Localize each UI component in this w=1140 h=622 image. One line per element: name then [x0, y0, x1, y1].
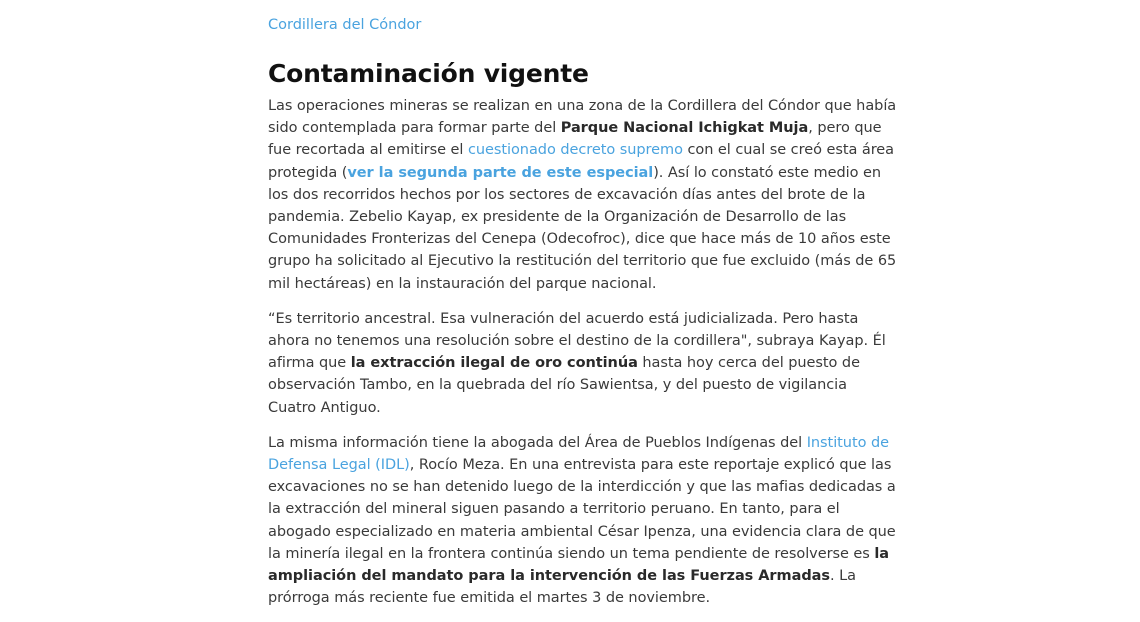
decreto-supremo-link[interactable]: cuestionado decreto supremo — [467, 142, 683, 159]
segunda-parte-link[interactable]: ver la segunda parte de este especial — [347, 164, 654, 181]
paragraph-3 — [268, 432, 898, 610]
p1-text-1: Las operaciones mineras se realizan en una zona de la Cordillera del Cóndor que había sido contemplada para formar parte del — [268, 98, 897, 137]
p3-text-3: . La prórroga más reciente fue emitida el martes 3 de noviembre. — [268, 568, 856, 607]
p3-text-2: , Rocío Meza. En una entrevista para este reportaje explicó que las excavaciones no se han detenido luego de la interdicción y que las mafias dedicadas a la extracción del mineral siguen pasando a territorio peruano. En tanto, para el abogado especializado en materia ambiental César Ipenza, una evidencia clara de que la minería ilegal en la frontera continúa siendo un tema pendiente de resolverse es — [268, 457, 896, 562]
previous-paragraph-fragment — [268, 0, 898, 15]
p1-text-3: con el cual se creó esta área protegida ( — [268, 142, 894, 181]
p3-text-1: La misma información tiene la abogada del Área de Pueblos Indígenas del — [268, 434, 807, 451]
section-title: Contaminación vigente — [268, 59, 589, 88]
cordillera-del-condor-link[interactable]: Cordillera del Cóndor — [268, 17, 422, 33]
p2-bold-extraction: la extracción ilegal de oro continúa — [350, 355, 638, 372]
idl-link[interactable]: Instituto de Defensa Legal (IDL) — [268, 434, 889, 474]
paragraph-1 — [268, 95, 898, 295]
p3-bold-mandate: la ampliación del mandato para la intervención de las Fuerzas Armadas — [268, 545, 890, 585]
p1-bold-park-name: Parque Nacional Ichigkat Muja — [560, 120, 809, 137]
article-body — [268, 0, 898, 622]
p2-text-1: “Es territorio ancestral. Esa vulneración del acuerdo está judicializada. Pero hasta ahora no tenemos una resolución sobre el destino de la cordillera", subraya Kayap. Él afirma que — [268, 310, 886, 372]
p1-text-4: ). Así lo constató este medio en los dos recorridos hechos por los sectores de excavación días antes del brote de la pandemia. Zebelio Kayap, ex presidente de la Organización de Desarrollo de las Comunidades Fronterizas del Cenepa (Odecofroc), dice que hace más de 10 años este grupo ha solicitado al Ejecutivo la restitución del territorio que fue excluido (más de 65 mil hectáreas) en la instauración del parque nacional. — [268, 164, 897, 292]
p2-text-2: hasta hoy cerca del puesto de observación Tambo, en la quebrada del río Sawientsa, y del puesto de vigilancia Cuatro Antiguo. — [268, 355, 860, 416]
p1-text-2: , pero que fue recortada al emitirse el — [268, 120, 882, 159]
paragraph-2 — [268, 308, 898, 419]
